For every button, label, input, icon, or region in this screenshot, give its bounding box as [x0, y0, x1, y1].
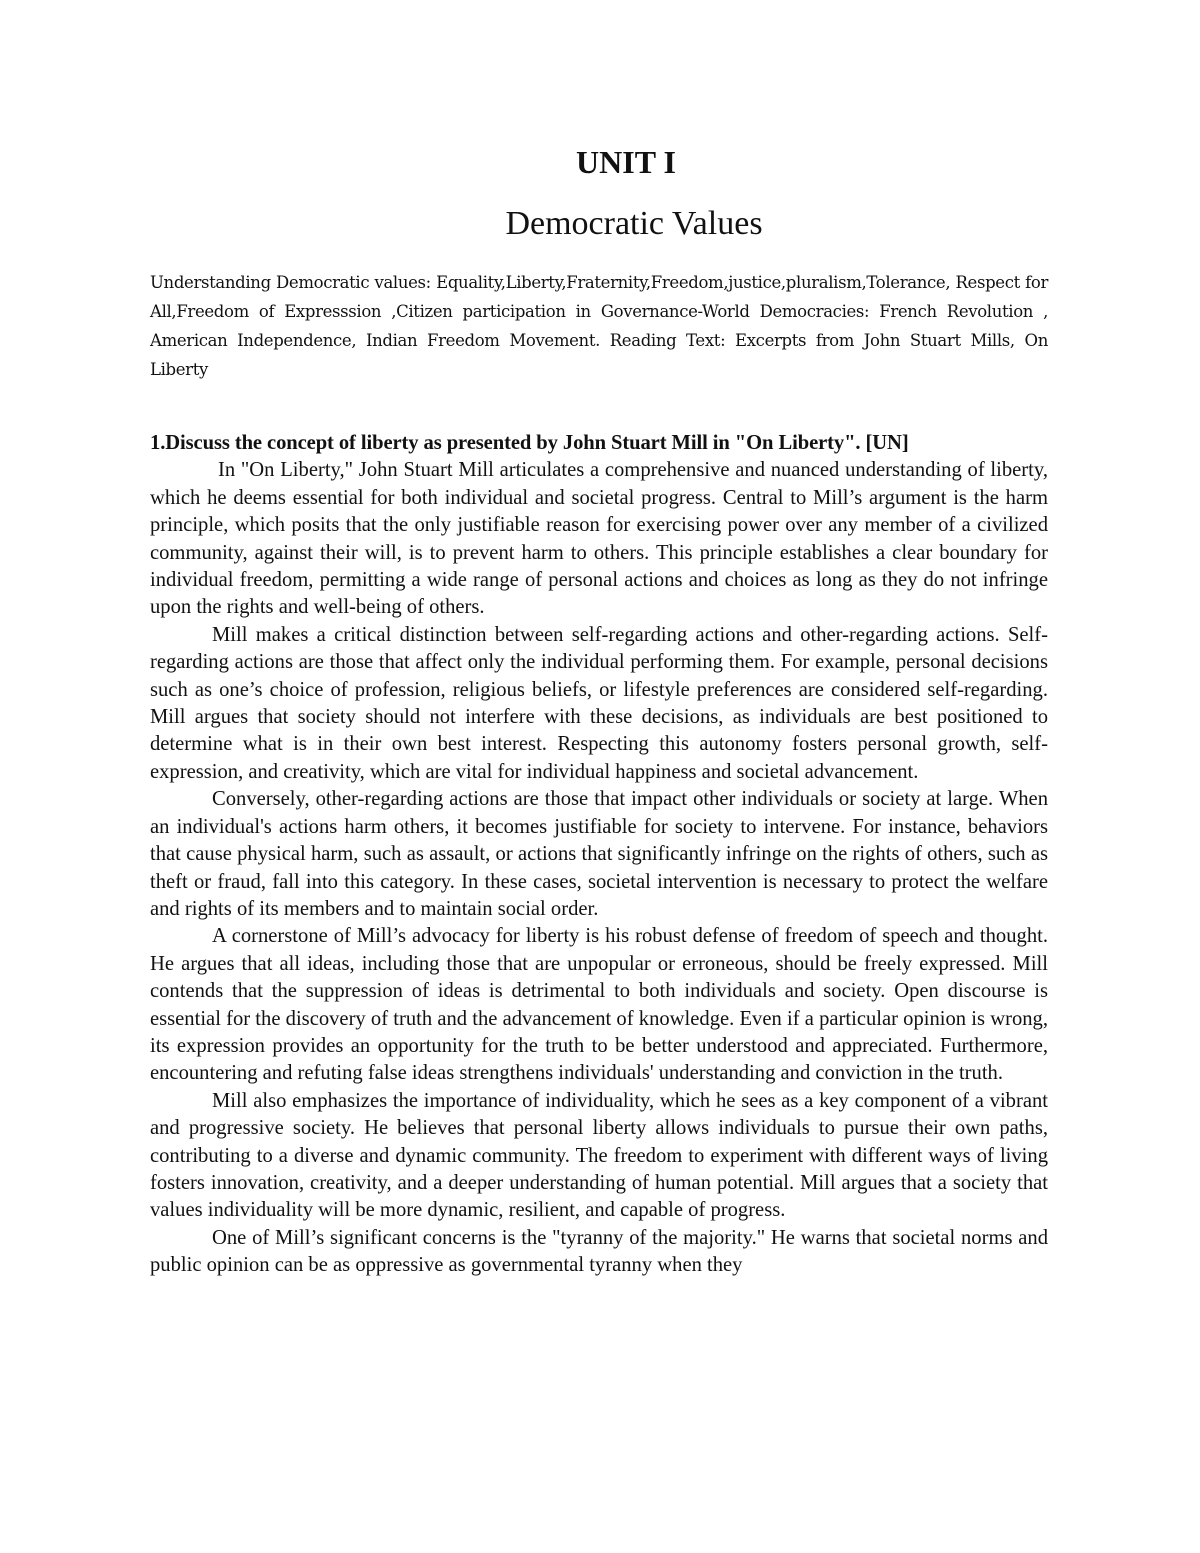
- syllabus-paragraph: Understanding Democratic values: Equality,Liberty,Fraternity,Freedom,justice,pluralism,Tolerance, Respect for All,Freedom of Expresssion ,Citizen participation in Governance-World Democracies: French Revolution , American Independence, Indian Freedom Movement. Reading Text: Excerpts from John Stuart Mills, On Liberty: [150, 273, 1048, 379]
- body-paragraph: A cornerstone of Mill’s advocacy for liberty is his robust defense of freedom of speech and thought. He argues that all ideas, including those that are unpopular or erroneous, should be freely expressed. Mill contends that the suppression of ideas is detrimental to both individuals and society. Open discourse is essential for the discovery of truth and the advancement of knowledge. Even if a particular opinion is wrong, its expression provides an opportunity for the truth to be better understood and appreciated. Furthermore, encountering and refuting false ideas strengthens individuals' understanding and conviction in the truth.: [150, 925, 1048, 1085]
- body-paragraph: Mill also emphasizes the importance of individuality, which he sees as a key component of a vibrant and progressive society. He believes that personal liberty allows individuals to pursue their own paths, contributing to a diverse and dynamic community. The freedom to experiment with different ways of living fosters innovation, creativity, and a deeper understanding of human potential. Mill argues that a society that values individuality will be more dynamic, resilient, and capable of progress.: [150, 1089, 1048, 1222]
- answer-body: [150, 430, 1048, 1280]
- question-heading: 1.Discuss the concept of liberty as presented by John Stuart Mill in "On Liberty". [UN]: [150, 432, 909, 454]
- unit-heading: UNIT I: [576, 144, 676, 180]
- body-paragraph: In "On Liberty," John Stuart Mill articulates a comprehensive and nuanced understanding of liberty, which he deems essential for both individual and societal progress. Central to Mill’s argument is the harm principle, which posits that the only justifiable reason for exercising power over any member of a civilized community, against their will, is to prevent harm to others. This principle establishes a clear boundary for individual freedom, permitting a wide range of personal actions and choices as long as they do not infringe upon the rights and well-being of others.: [150, 459, 1048, 619]
- body-paragraph: One of Mill’s significant concerns is the "tyranny of the majority." He warns that societal norms and public opinion can be as oppressive as governmental tyranny when they: [150, 1226, 1048, 1277]
- body-paragraph: Mill makes a critical distinction between self-regarding actions and other-regarding actions. Self-regarding actions are those that affect only the individual performing them. For example, personal decisions such as one’s choice of profession, religious beliefs, or lifestyle preferences are considered self-regarding. Mill argues that society should not interfere with these decisions, as individuals are best positioned to determine what is in their own best interest. Respecting this autonomy fosters personal growth, self-expression, and creativity, which are vital for individual happiness and societal advancement.: [150, 623, 1048, 783]
- page-title: Democratic Values: [505, 205, 763, 242]
- body-paragraph: Conversely, other-regarding actions are those that impact other individuals or society at large. When an individual's actions harm others, it becomes justifiable for society to intervene. For instance, behaviors that cause physical harm, such as assault, or actions that significantly infringe on the rights of others, such as theft or fraud, fall into this category. In these cases, societal intervention is necessary to protect the welfare and rights of its members and to maintain social order.: [150, 788, 1048, 920]
